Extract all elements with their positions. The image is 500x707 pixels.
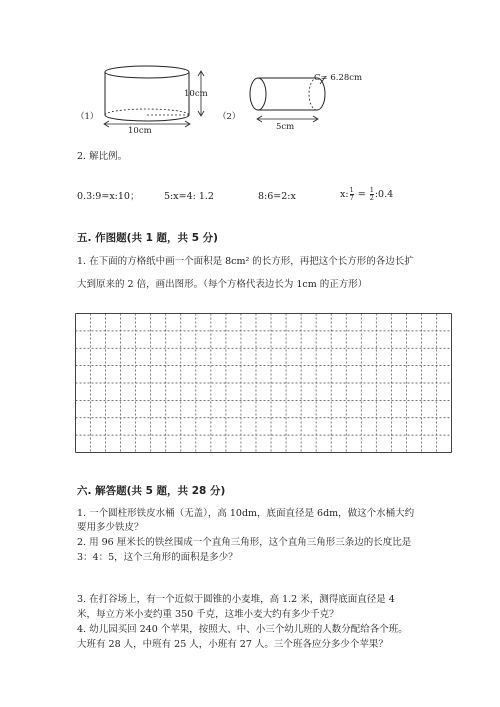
- equation-3: 8:6=2:x: [258, 191, 296, 202]
- fraction-denominator: 7: [349, 194, 354, 202]
- cylinder-length-label: 5cm: [276, 122, 295, 132]
- section-6-q1-line1: 1. 一个圆柱形铁皮水桶（无盖），高 10dm，底面直径是 6dm，做这个水桶大约: [77, 508, 415, 519]
- section-6-q4-line2: 大班有 28 人，中班有 25 人，小班有 27 人。三个班各应分多少个苹果？: [77, 639, 388, 650]
- circumference-label: C= 6.28cm: [314, 73, 363, 83]
- section-5-q1-line1: 1. 在下面的方格纸中画一个面积是 8cm² 的长方形，再把这个长方形的各边长扩: [77, 256, 414, 267]
- equation-4: [340, 187, 393, 202]
- fraction-1-7: [350, 187, 354, 202]
- figure-1-label: （1）: [76, 112, 99, 122]
- figure-2-label: （2）: [218, 112, 241, 122]
- equation-2: 5:x=4: 1.2: [164, 191, 214, 202]
- fraction-numerator: 1: [349, 186, 354, 194]
- section-6-heading: 六. 解答题(共 5 题，共 28 分): [77, 485, 226, 497]
- section-6-q1-line2: 要用多少铁皮？: [77, 522, 144, 533]
- equation-4-mid: =: [354, 189, 369, 200]
- q2-title: 2. 解比例。: [77, 151, 128, 162]
- equation-1: 0.3:9=x:10；: [77, 191, 140, 202]
- cylinder-diameter-label: 10cm: [128, 126, 152, 136]
- square-grid-paper[interactable]: [75, 313, 452, 453]
- equation-4-suffix: :0.4: [374, 189, 394, 200]
- section-6-q2-line1: 2. 用 96 厘米长的铁丝围成一个直角三角形，这个直角三角形三条边的长度比是: [77, 537, 412, 548]
- section-5-heading: 五. 作图题(共 1 题，共 5 分): [77, 232, 218, 244]
- fraction-denominator: 2: [369, 194, 374, 202]
- equation-4-prefix: x:: [340, 189, 349, 200]
- fraction-numerator: 1: [369, 186, 374, 194]
- section-5-q1-line2: 大到原来的 2 倍，画出图形。（每个方格代表边长为 1cm 的正方形）: [77, 279, 368, 290]
- section-6-q3-line1: 3. 在打谷场上，有一个近似于圆锥的小麦堆，高 1.2 米，测得底面直径是 4: [77, 594, 395, 605]
- section-6-q2-line2: 3：4：5，这个三角形的面积是多少？: [77, 552, 238, 563]
- section-6-q4-line1: 4. 幼儿园买回 240 个苹果，按照大、中、小三个幼儿班的人数分配给各个班。: [77, 624, 408, 635]
- cylinder-height-label: 10cm: [184, 89, 208, 99]
- fraction-1-2: [370, 187, 374, 202]
- section-6-q3-line2: 米，每立方米小麦约重 350 千克，这堆小麦大约有多少千克？: [77, 609, 339, 620]
